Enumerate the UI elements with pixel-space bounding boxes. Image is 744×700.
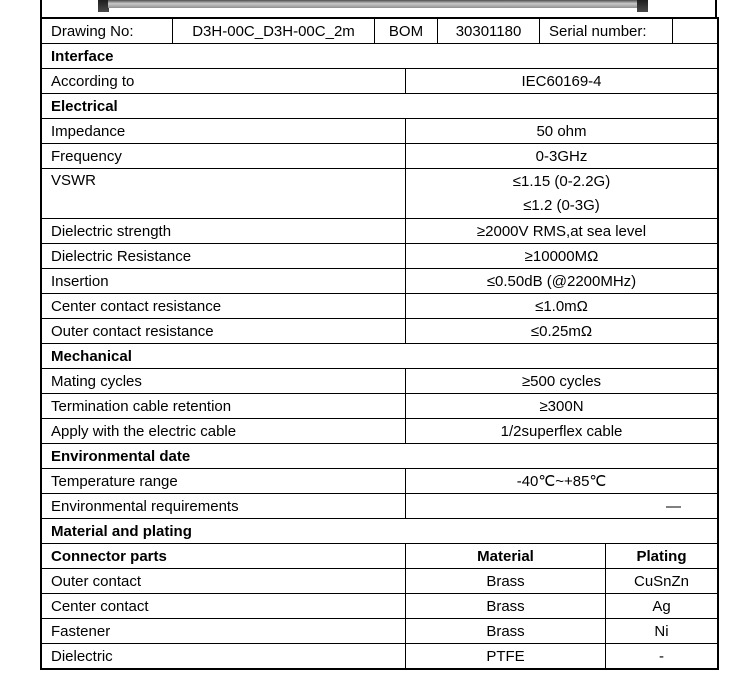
connector-parts-header: Connector parts — [42, 544, 406, 568]
table-row-center-contact-resistance — [42, 293, 717, 318]
table-row-termination-cable-retention — [42, 393, 717, 418]
table-row-vswr — [42, 168, 717, 218]
outer-contact-plating: CuSnZn — [633, 572, 690, 590]
impedance-label: Impedance — [42, 119, 406, 143]
dielectric-part: Dielectric — [42, 644, 406, 668]
section-title-environmental: Environmental date — [51, 447, 191, 465]
outer-contact-resistance-value: ≤0.25mΩ — [530, 322, 593, 340]
section-title-electrical: Electrical — [51, 97, 118, 115]
dielectric-resistance-value: ≥10000MΩ — [524, 247, 599, 265]
fastener-part: Fastener — [42, 619, 406, 643]
impedance-value: 50 ohm — [536, 122, 587, 140]
frequency-value: 0-3GHz — [535, 147, 588, 165]
according-to-label: According to — [42, 69, 406, 93]
center-contact-resistance-value: ≤1.0mΩ — [535, 297, 588, 315]
table-row-impedance — [42, 118, 717, 143]
outer-contact-part: Outer contact — [42, 569, 406, 593]
center-contact-part: Center contact — [42, 594, 406, 618]
drawing-no-value: D3H-00C_D3H-00C_2m — [173, 19, 375, 43]
apply-cable-label: Apply with the electric cable — [42, 419, 406, 443]
fastener-material: Brass — [406, 619, 606, 643]
material-header: Material — [406, 544, 606, 568]
material-table-header-row — [42, 543, 717, 568]
table-row-according-to — [42, 68, 717, 93]
table-row-insertion — [42, 268, 717, 293]
cable-end-cap-right-icon — [637, 0, 648, 12]
apply-cable-value: 1/2superflex cable — [500, 422, 623, 440]
environmental-requirements-label: Environmental requirements — [42, 494, 406, 518]
environmental-requirements-value: — — [666, 497, 681, 515]
outer-contact-material: Brass — [406, 569, 606, 593]
vswr-value-line1: ≤1.15 (0-2.2G) — [512, 172, 611, 190]
material-row-fastener — [42, 618, 717, 643]
cable-body-drawing — [108, 0, 638, 8]
vswr-value-line2: ≤1.2 (0-3G) — [523, 196, 600, 214]
section-title-mechanical: Mechanical — [51, 347, 132, 365]
section-row-material — [42, 518, 717, 543]
bom-label: BOM — [375, 19, 438, 43]
insertion-value: ≤0.50dB (@2200MHz) — [486, 272, 637, 290]
dielectric-strength-label: Dielectric strength — [42, 219, 406, 243]
bom-value: 30301180 — [438, 19, 540, 43]
according-to-value: IEC60169-4 — [521, 72, 602, 90]
plating-header: Plating — [636, 547, 687, 565]
temperature-range-value: -40℃~+85℃ — [516, 473, 607, 490]
table-row-environmental-requirements — [42, 493, 717, 518]
mating-cycles-label: Mating cycles — [42, 369, 406, 393]
table-row-frequency — [42, 143, 717, 168]
material-row-dielectric — [42, 643, 717, 668]
table-row-apply-cable — [42, 418, 717, 443]
table-row-dielectric-resistance — [42, 243, 717, 268]
outer-contact-resistance-label: Outer contact resistance — [42, 319, 406, 343]
section-row-mechanical — [42, 343, 717, 368]
drawing-no-label: Drawing No: — [42, 19, 173, 43]
termination-cable-retention-value: ≥300N — [539, 397, 584, 415]
dielectric-plating: - — [659, 647, 664, 665]
material-row-center-contact — [42, 593, 717, 618]
center-contact-plating: Ag — [652, 597, 671, 615]
center-contact-resistance-label: Center contact resistance — [42, 294, 406, 318]
spec-table — [40, 17, 719, 670]
termination-cable-retention-label: Termination cable retention — [42, 394, 406, 418]
table-row-temperature-range — [42, 468, 717, 493]
frequency-label: Frequency — [42, 144, 406, 168]
material-row-outer-contact — [42, 568, 717, 593]
mating-cycles-value: ≥500 cycles — [521, 372, 602, 390]
insertion-label: Insertion — [42, 269, 406, 293]
table-row-outer-contact-resistance — [42, 318, 717, 343]
serial-number-label: Serial number: — [540, 19, 673, 43]
temperature-range-label: Temperature range — [42, 469, 406, 493]
section-title-material: Material and plating — [51, 522, 192, 540]
section-row-interface — [42, 43, 717, 68]
dielectric-strength-value: ≥2000V RMS,at sea level — [476, 222, 647, 240]
table-row-dielectric-strength — [42, 218, 717, 243]
serial-number-value — [673, 19, 717, 43]
table-row-drawing-no — [42, 19, 717, 43]
center-contact-material: Brass — [406, 594, 606, 618]
dielectric-resistance-label: Dielectric Resistance — [42, 244, 406, 268]
dielectric-material: PTFE — [406, 644, 606, 668]
section-title-interface: Interface — [51, 47, 114, 65]
table-row-mating-cycles — [42, 368, 717, 393]
section-row-electrical — [42, 93, 717, 118]
vswr-value — [406, 169, 717, 218]
vswr-label: VSWR — [42, 169, 406, 218]
fastener-plating: Ni — [654, 622, 669, 640]
section-row-environmental — [42, 443, 717, 468]
